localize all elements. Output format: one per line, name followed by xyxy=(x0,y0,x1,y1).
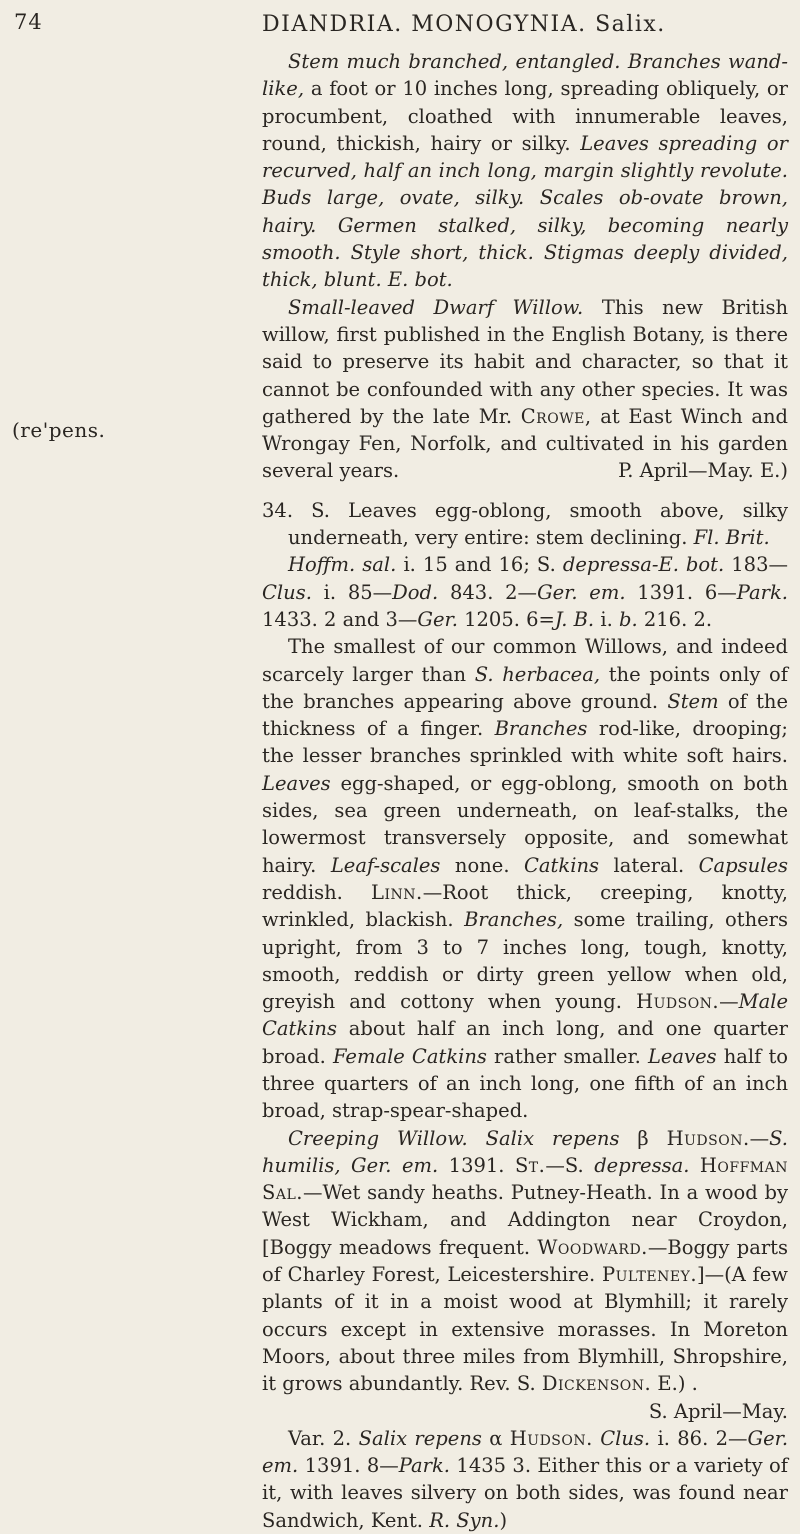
text-span: Buds large, ovate, silky. xyxy=(262,186,525,210)
text-span: α xyxy=(489,1426,503,1450)
text-span: 1391. 6— xyxy=(637,580,737,604)
text-span: b. xyxy=(618,607,638,631)
text-span: 183— xyxy=(731,553,788,577)
text-span: —Boggy parts of Charley Forest, Leicestershire. xyxy=(262,1235,788,1287)
person-name: St. xyxy=(514,1153,546,1177)
person-name: Hudson. xyxy=(509,1426,593,1450)
text-span: some trailing, others upright, from 3 to 7 inches long, tough, knotty, smooth, reddish or dirty green yellow when old, greyish and cottony when young. xyxy=(262,908,788,1014)
text-span: 843. 2— xyxy=(449,580,538,604)
person-name: Hoffman xyxy=(699,1153,788,1177)
margin-note: (re'pens. xyxy=(12,418,106,442)
text-span: Clus. xyxy=(600,1426,651,1450)
text-span: rather smaller. xyxy=(494,1044,641,1068)
paragraph-creeping-willow xyxy=(262,1125,788,1425)
text-span: at East Winch and Wrongay Fen, Norfolk, and cultivated in his garden several years. xyxy=(262,404,789,483)
person-name: Linn. xyxy=(371,880,423,904)
text-span: rod-like, drooping; the lesser branches sprinkled with white soft hairs. xyxy=(262,717,789,768)
text-span: i. xyxy=(600,607,613,631)
page-number: 74 xyxy=(14,10,43,34)
reference: Fl. Brit. xyxy=(693,526,770,550)
text-span: Ger. em. xyxy=(537,580,626,604)
text-span: 216. 2. xyxy=(643,607,713,631)
text-span: half to three quarters of an inch long, one fifth of an inch broad, strap-spear-shaped. xyxy=(262,1044,789,1123)
text-span: Park. xyxy=(736,580,788,604)
text-span: 1433. 2 and 3— xyxy=(262,607,418,631)
text-span: i. 15 and 16; S. xyxy=(403,553,556,577)
person-name: Dickenson. xyxy=(541,1372,652,1396)
flowering-note: P. April—May. E.) xyxy=(618,459,788,483)
text-span: Style short, thick. xyxy=(350,241,534,265)
text-span: —Root thick, creeping, knotty, wrinkled, blackish. xyxy=(262,880,788,932)
paragraph-description-2 xyxy=(262,633,788,1124)
text-span: Park. xyxy=(398,1454,450,1478)
text-span: reddish. xyxy=(262,880,343,904)
text-span: Leaves xyxy=(262,771,331,795)
text-span: Capsules xyxy=(698,853,789,877)
text-span: E. bot. xyxy=(387,268,453,292)
text-span: Stigmas deeply divided, thick, blunt. xyxy=(262,241,788,292)
text-span: S. humilis, Ger. em. xyxy=(262,1126,789,1177)
text-span: The smallest of our common Willows, and indeed scarcely larger than xyxy=(262,635,788,686)
text-span: β xyxy=(637,1126,649,1150)
text-span: S. herbacea, xyxy=(474,662,601,686)
text-span: depressa-E. bot. xyxy=(562,553,725,577)
person-name: Hudson. xyxy=(666,1126,750,1150)
text-span: i. 85— xyxy=(323,580,393,604)
text-span: Branches, xyxy=(464,908,564,932)
text-span: —Wet sandy heaths. Putney-Heath. In a wood by West Wickham, and Addington near Croydon, [Boggy meadows frequent. xyxy=(262,1181,788,1259)
text-span: Stem xyxy=(667,689,719,713)
paragraph-small-leaved-willow xyxy=(262,294,788,485)
text-span: 1205. 6= xyxy=(464,607,555,631)
paragraph-species-34 xyxy=(262,497,788,552)
text-span: J. B. xyxy=(554,607,595,631)
text-span: Leaves spreading or recurved, half an inch long, margin slightly revolute. xyxy=(262,131,788,183)
text-span: i. 86. 2— xyxy=(657,1426,748,1450)
species-title: Small-leaved Dwarf Willow. xyxy=(288,295,584,319)
text-span: 1391. xyxy=(448,1153,505,1177)
text-span: a foot or 10 inches long, spreading obliquely, or procumbent, cloathed with innumerable leaves, round, thickish, hairy or silky. xyxy=(262,77,788,155)
text-span: about half an inch long, and one quarter broad. xyxy=(262,1017,788,1068)
text-span: ]—(A few plants of it in a moist wood at Blymhill; it rarely occurs except in extensive morasses. In Moreton Moors, about three miles from Blymhill, Shropshire, it grows abundantly. Rev. S. xyxy=(262,1263,788,1396)
person-name: Woodward. xyxy=(537,1235,648,1259)
person-name: Hudson. xyxy=(636,990,720,1014)
text-span: Branches wand-like, xyxy=(262,50,789,101)
paragraph-description xyxy=(262,48,788,294)
text-span: none. xyxy=(454,853,510,877)
text-span: Clus. xyxy=(262,580,312,604)
text-span: Female Catkins xyxy=(332,1044,487,1068)
person-name: Sal. xyxy=(262,1181,303,1205)
body-text xyxy=(262,48,788,1534)
text-span: This new British willow, first published in the English Botany, is there said to preserve its habit and character, so that it cannot be confounded with any other species. It was gathered by the late Mr. xyxy=(262,295,789,428)
text-span: Scales ob-ovate brown, hairy. xyxy=(262,186,788,237)
text-span: of the thickness of a finger. xyxy=(262,689,789,741)
text-span: Var. 2. xyxy=(288,1426,352,1450)
text-span: Hoffm. sal. xyxy=(288,553,397,577)
text-span: 1435 3. Either this or a variety of it, with leaves silvery on both sides, was found near Sandwich, Kent. xyxy=(262,1454,789,1532)
text-span: Catkins xyxy=(524,853,600,877)
text-span: — xyxy=(719,990,739,1014)
person-name: Crowe, xyxy=(520,404,592,428)
flowering-note: S. April—May. xyxy=(648,1399,788,1423)
text-span: lateral. xyxy=(613,853,685,877)
text-span: Ger. xyxy=(417,607,458,631)
species-title: Creeping Willow. Salix repens xyxy=(288,1126,620,1150)
text-span: the points only of the branches appearing above ground. xyxy=(262,662,789,713)
text-span: ) xyxy=(499,1508,508,1532)
paragraph-references xyxy=(262,551,788,633)
text-span: Leaves xyxy=(647,1044,717,1068)
text-span: Leaf-scales xyxy=(330,853,441,877)
text-span: — xyxy=(749,1126,770,1150)
text-span: Dod. xyxy=(392,580,439,604)
paragraph-variety-2 xyxy=(262,1425,788,1534)
text-span: E.) . xyxy=(657,1372,698,1396)
text-span: 1391. 8— xyxy=(304,1454,399,1478)
text-span: R. Syn. xyxy=(429,1508,500,1532)
text-span: depressa. xyxy=(594,1153,690,1177)
text-span: Ger. em. xyxy=(262,1426,789,1478)
text-span: egg-shaped, or egg-oblong, smooth on both sides, sea green underneath, on leaf-stalks, the lowermost transversely opposite, and somewhat hairy. xyxy=(262,771,788,877)
text-span: Stem much branched, entangled. xyxy=(288,50,621,73)
running-head: DIANDRIA. MONOGYNIA. Salix. xyxy=(262,12,666,37)
person-name: Pulteney. xyxy=(601,1263,698,1287)
species-diagnosis: 34. S. Leaves egg-oblong, smooth above, silky underneath, very entire: stem declining. xyxy=(262,498,788,550)
text-span: Branches xyxy=(494,717,588,741)
text-span: Male Catkins xyxy=(262,990,788,1041)
text-span: —S. xyxy=(545,1153,584,1177)
text-span: Salix repens xyxy=(358,1426,482,1450)
text-span: Germen stalked, silky, becoming nearly smooth. xyxy=(262,213,788,265)
